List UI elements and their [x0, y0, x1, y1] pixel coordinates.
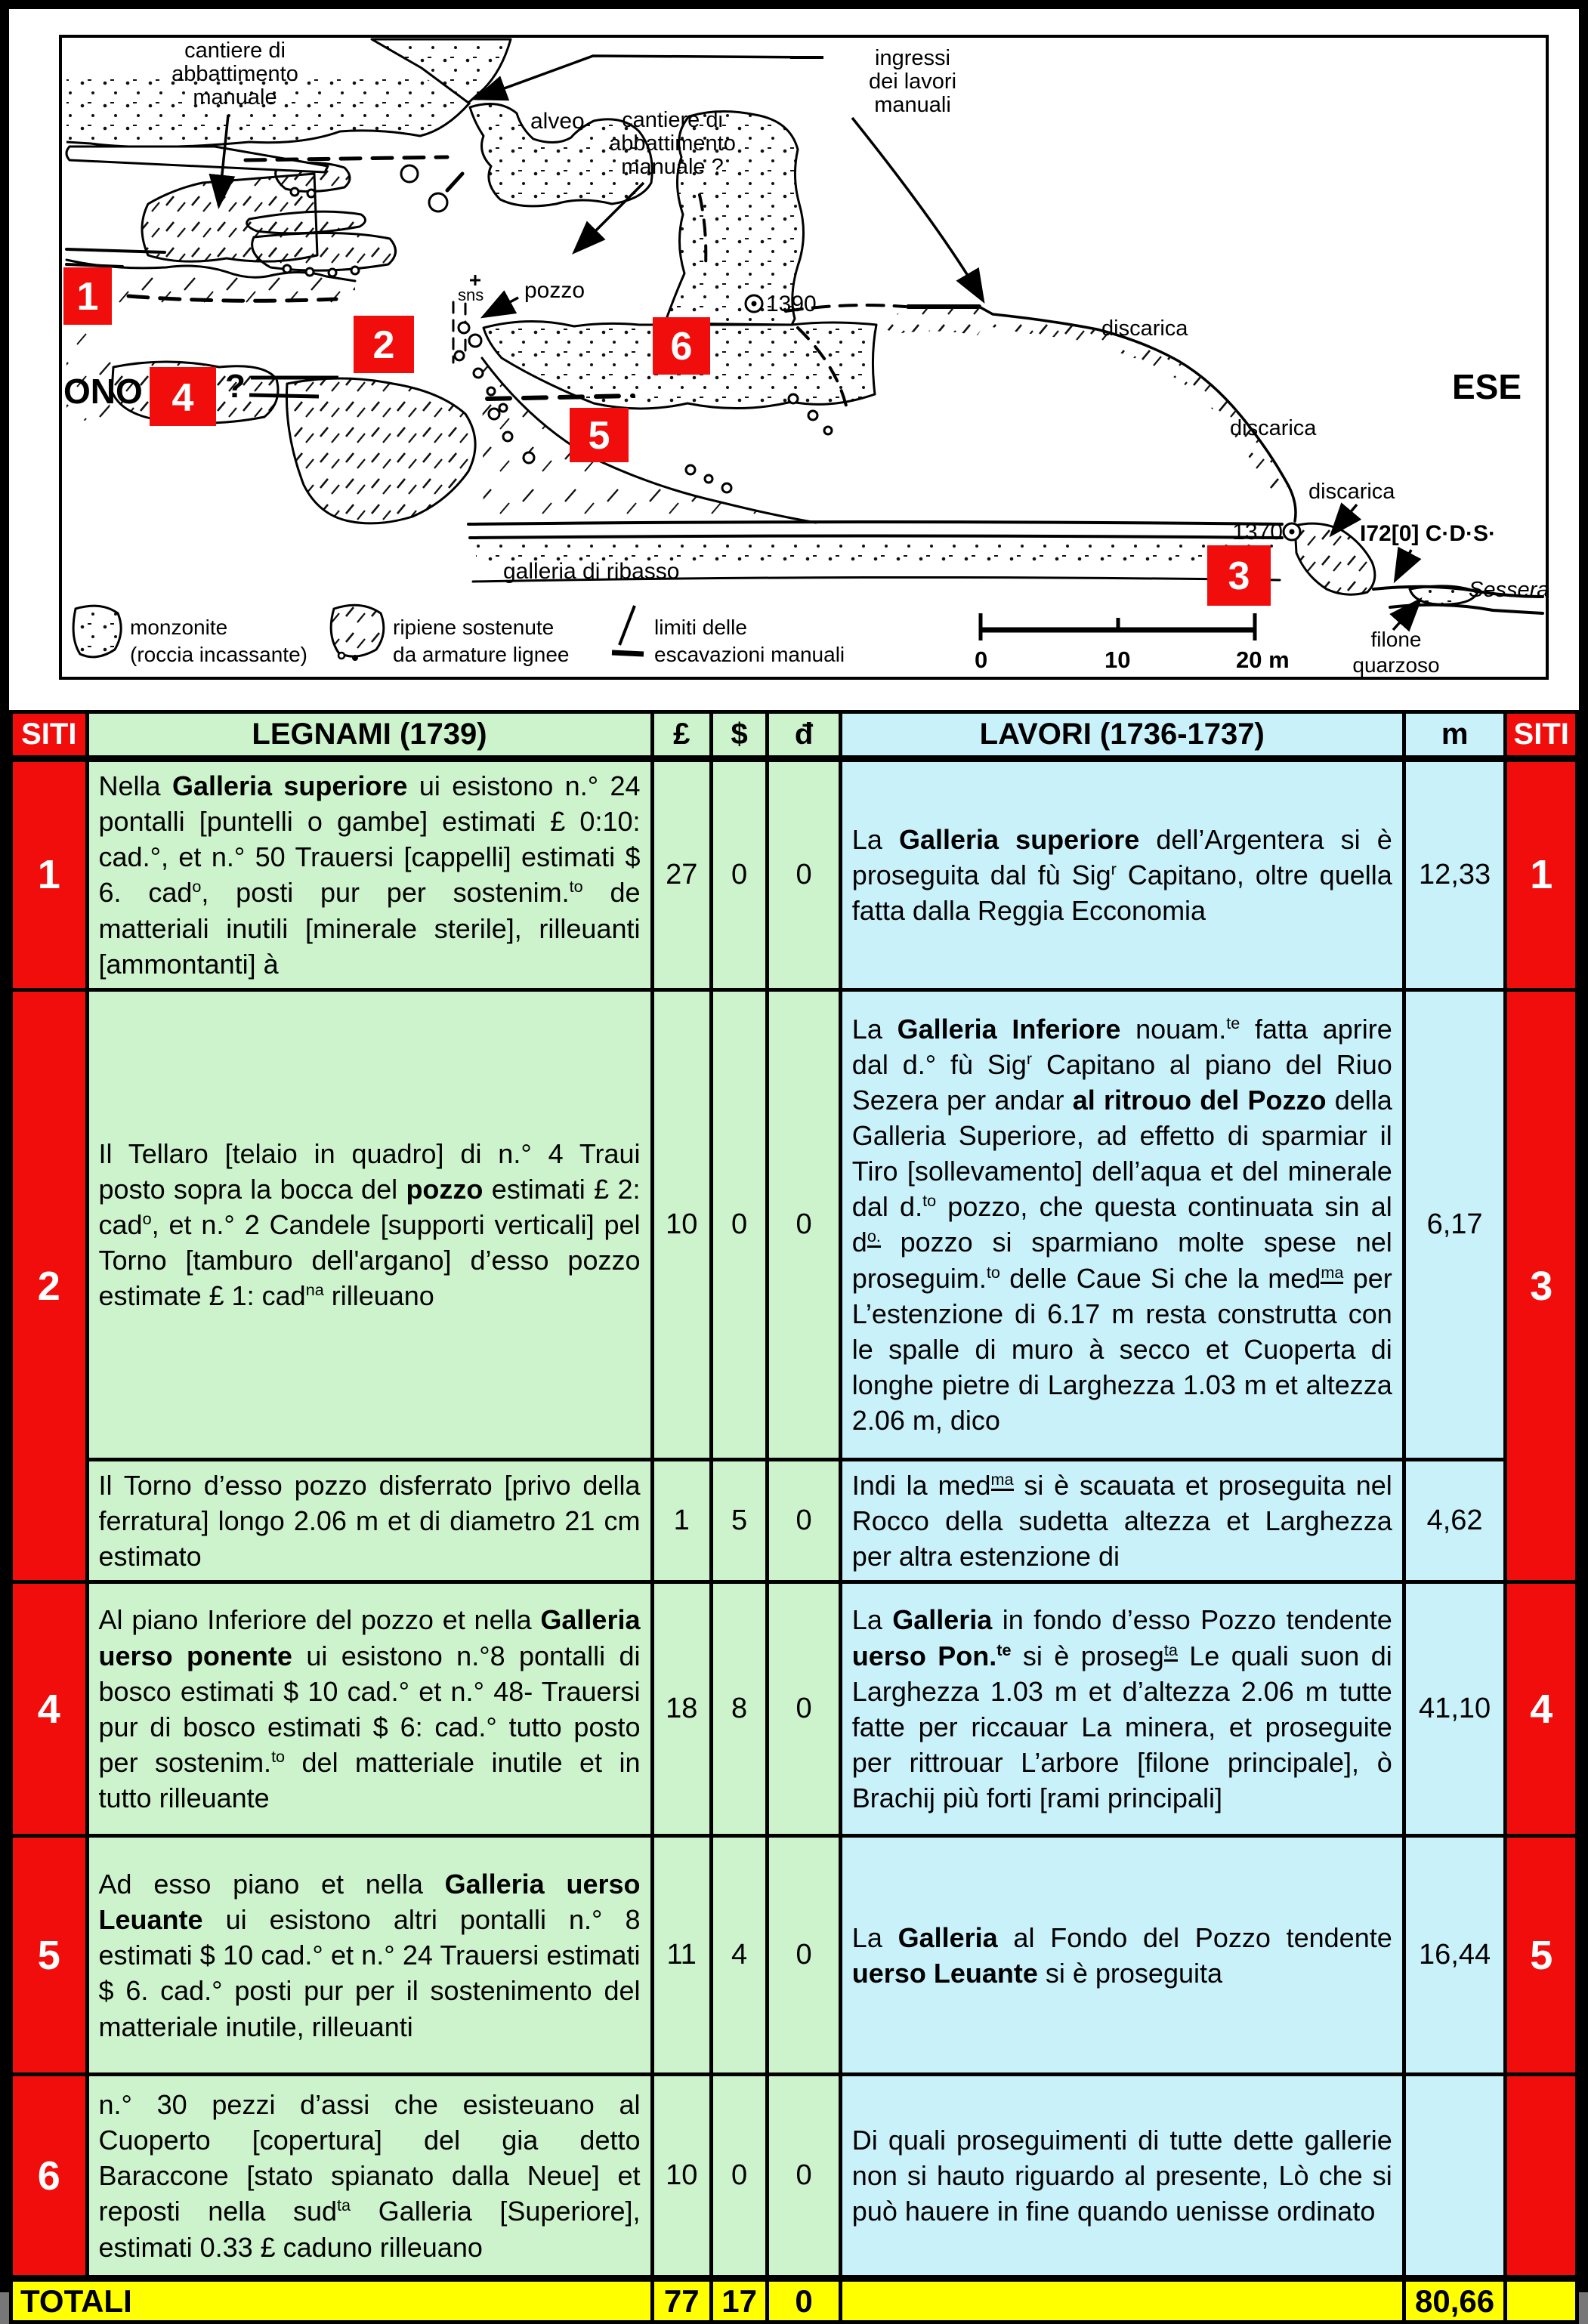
site-box-4: 4: [171, 376, 194, 420]
mine-map-figure: [9, 9, 1579, 698]
table-row: [11, 1582, 1577, 1836]
totals-lire: 77: [652, 2279, 711, 2322]
metri-2: 6,17: [1404, 989, 1506, 1459]
header-metri: m: [1404, 712, 1506, 759]
label-1390: 1390: [766, 292, 817, 316]
svg-text:manuale ?: manuale ?: [621, 155, 724, 179]
header-lire: £: [652, 712, 711, 759]
denari-6: 0: [768, 2075, 841, 2279]
totals-siti-empty: [1506, 2279, 1577, 2322]
legnami-cell-4: Al piano Inferiore del pozzo et nella Galleria uerso ponente ui esistono n.°8 pontalli di bosco estimati $ 10 cad.° et n.° 48- Trauersi pur di bosco estimati $ 6: cad.° tutto posto per sostenim.$^{to}$ del matteriale inutile et in tutto rilleuante: [87, 1582, 652, 1836]
totals-soldi: 17: [711, 2279, 767, 2322]
lire-5: 11: [652, 1836, 711, 2075]
legend-ripiene-icon: [331, 605, 384, 656]
svg-text:manuali: manuali: [874, 93, 951, 117]
legnami-cell-1: Nella Galleria superiore ui esistono n.° 24 pontalli [puntelli o gambe] estimati £ 0:10: cad.°, et n.° 50 Trauersi [cappelli] estimati $ 6. cad$^o$, posti pur per sostenim.$^{to}$ de matteriali inutili [minerale sterile], rilleuanti [ammontanti] à: [87, 759, 652, 990]
legend-monzonite-icon: [73, 606, 121, 657]
label-cds: I72[0] C·D·S·: [1360, 521, 1497, 546]
siti-left-6: 6: [11, 2075, 88, 2279]
svg-text:manuale: manuale: [193, 85, 277, 110]
denari-5: 0: [768, 1836, 841, 2075]
siti-right-4: 4: [1506, 1582, 1577, 1836]
siti-left-2: 2: [11, 989, 88, 1582]
svg-text:da armature lignee: da armature lignee: [393, 643, 570, 666]
header-legnami: LEGNAMI (1739): [87, 712, 652, 759]
soldi-1: 0: [711, 759, 767, 990]
header-siti-left: SITI: [11, 712, 88, 759]
svg-text:dei lavori: dei lavori: [868, 69, 957, 94]
svg-text:quarzoso: quarzoso: [1352, 653, 1440, 677]
metri-5: 16,44: [1404, 1836, 1506, 2075]
legnami-cell-3: Il Torno d’esso pozzo disferrato [privo della ferratura] longo 2.06 m et di diametro 21 cm estimato: [87, 1459, 652, 1582]
site-box-3: 3: [1228, 554, 1250, 598]
legend-limiti-label: limiti delle: [654, 616, 747, 639]
legend-ripiene-label: ripiene sostenute: [393, 616, 555, 639]
scale-10: 10: [1104, 647, 1131, 673]
svg-text:escavazioni manuali: escavazioni manuali: [654, 643, 845, 666]
metri-6: [1404, 2075, 1506, 2279]
label-cantiere-dx: cantiere di: [622, 108, 723, 132]
header-soldi: $: [711, 712, 767, 759]
legend-monzonite-label: monzonite: [130, 616, 228, 639]
header-denari: đ: [768, 712, 841, 759]
lire-6: 10: [652, 2075, 711, 2279]
legnami-cell-5: Ad esso piano et nella Galleria uerso Leuante ui esistono altri pontalli n.° 8 estimati $ 10 cad.° et n.° 24 Trauersi estimati $ 6. cad.° posti pur per il sostenimento del matteriale inutile, rilleuanti: [87, 1836, 652, 2075]
totals-metri: 80,66: [1404, 2279, 1506, 2322]
lavori-cell-5: La Galleria al Fondo del Pozzo tendente uerso Leuante si è proseguita: [840, 1836, 1404, 2075]
svg-text:(roccia incassante): (roccia incassante): [130, 643, 307, 666]
siti-left-4: 4: [11, 1582, 88, 1836]
label-1370: 1370: [1232, 520, 1283, 545]
metri-4: 41,10: [1404, 1582, 1506, 1836]
siti-left-1: 1: [11, 759, 88, 990]
question-mark: ?: [225, 368, 246, 405]
label-sessera: Sessera: [1469, 578, 1549, 602]
soldi-4: 8: [711, 1582, 767, 1836]
compass-ese: ESE: [1452, 367, 1522, 406]
label-discarica-1: discarica: [1101, 316, 1188, 341]
table-row: [11, 989, 1577, 1459]
site-box-5: 5: [588, 414, 610, 458]
legnami-lavori-table: [9, 710, 1579, 2324]
site-box-1: 1: [76, 275, 99, 319]
denari-3: 0: [768, 1459, 841, 1582]
header-lavori: LAVORI (1736-1737): [840, 712, 1404, 759]
label-discarica-3: discarica: [1308, 480, 1395, 504]
table-row: [11, 759, 1577, 990]
soldi-6: 0: [711, 2075, 767, 2279]
label-alveo: alveo: [530, 109, 585, 134]
svg-text:abbattimento: abbattimento: [171, 62, 298, 86]
legnami-cell-2: Il Tellaro [telaio in quadro] di n.° 4 Traui posto sopra la bocca del pozzo estimati £ 2: cad$^o$, et n.° 2 Candele [supporti verticali] pel Torno [tamburo dell'argano] d’esso pozzo estimate £ 1: cad$^{na}$ rilleuano: [87, 989, 652, 1459]
label-pozzo: pozzo: [524, 278, 585, 303]
siti-left-5: 5: [11, 1836, 88, 2075]
totals-row: [11, 2279, 1577, 2322]
lavori-cell-6: Di quali proseguimenti di tutte dette gallerie non si hauto riguardo al presente, Lò che si può hauere in fine quando uenisse ordinato: [840, 2075, 1404, 2279]
site-box-6: 6: [670, 325, 693, 369]
lire-4: 18: [652, 1582, 711, 1836]
lavori-cell-1: La Galleria superiore dell’Argentera si è proseguita dal fù Sig$^r$ Capitano, oltre quella fatta dalla Reggia Ecconomia: [840, 759, 1404, 990]
scale-20: 20 m: [1236, 647, 1290, 673]
lire-3: 1: [652, 1459, 711, 1582]
label-ingressi: ingressi: [875, 46, 950, 70]
svg-text:abbattimento: abbattimento: [609, 131, 736, 156]
label-filone: filone: [1370, 628, 1422, 651]
siti-right-6: [1506, 2075, 1577, 2279]
metri-1: 12,33: [1404, 759, 1506, 990]
label-galleria-ribasso: galleria di ribasso: [503, 559, 680, 584]
soldi-3: 5: [711, 1459, 767, 1582]
denari-1: 0: [768, 759, 841, 990]
header-row: [11, 712, 1577, 759]
denari-4: 0: [768, 1582, 841, 1836]
compass-ono: ONO: [63, 372, 143, 411]
site-box-2: 2: [372, 323, 395, 367]
soldi-5: 4: [711, 1836, 767, 2075]
lavori-cell-4: La Galleria in fondo d’esso Pozzo tendente uerso Pon.$^{te}$ si è proseg$^{ta}$ Le quali suon di Larghezza 1.03 m et d’altezza 2.06 m tutte fatte per riccauar La minera, et proseguite per rittrouar L’arbore [filone principale], ò Brachij più forti [rami principali]: [840, 1582, 1404, 1836]
header-siti-right: SITI: [1506, 712, 1577, 759]
lavori-cell-2: La Galleria Inferiore nouam.$^{te}$ fatta aprire dal d.° fù Sig$^r$ Capitano al piano del Riuo Sezera per andar al ritrouo del Pozzo della Galleria Superiore, ad effetto di sparmiar il Tiro [sollevamento] dell’aqua et del minerale dal d.$^{to}$ pozzo, che questa continuata sin al $d^{o.}$ pozzo si sparmiano molte spese nel proseguim.$^{to}$ delle Caue Si che la med$^{ma}$ per L’estenzione di 6.17 m resta construtta con le spalle di muro à secco et Cuoperta di longhe pietre di Larghezza 1.03 m et altezza 2.06 m, dico: [840, 989, 1404, 1459]
legnami-cell-6: n.° 30 pezzi d’assi che esisteuano al Cuoperto [copertura] del gia detto Baraccone [stato spianato dalla Neue] et reposti nella sud$^{ta}$ Galleria [Superiore], estimati 0.33 £ caduno rilleuano: [87, 2075, 652, 2279]
siti-right-5: 5: [1506, 1836, 1577, 2075]
totals-denari: 0: [768, 2279, 841, 2322]
lavori-cell-3: Indi la med$^{ma}$ si è scauata et proseguita nel Rocco della sudetta altezza et Larghezza per altra estenzione di: [840, 1459, 1404, 1582]
scale-0: 0: [975, 647, 988, 673]
soldi-2: 0: [711, 989, 767, 1459]
denari-2: 0: [768, 989, 841, 1459]
metri-3: 4,62: [1404, 1459, 1506, 1582]
siti-right-1: 1: [1506, 759, 1577, 990]
label-sns: sns: [458, 285, 484, 304]
label-cantiere-sx: cantiere di: [184, 39, 286, 63]
table-row: [11, 2075, 1577, 2279]
totals-lavori-empty: [840, 2279, 1404, 2322]
lire-2: 10: [652, 989, 711, 1459]
totals-label: TOTALI: [11, 2279, 653, 2322]
table-row: [11, 1836, 1577, 2075]
table-row: [11, 1459, 1577, 1582]
label-discarica-2: discarica: [1230, 416, 1317, 440]
siti-right-3: 3: [1506, 989, 1577, 1582]
lire-1: 27: [652, 759, 711, 990]
